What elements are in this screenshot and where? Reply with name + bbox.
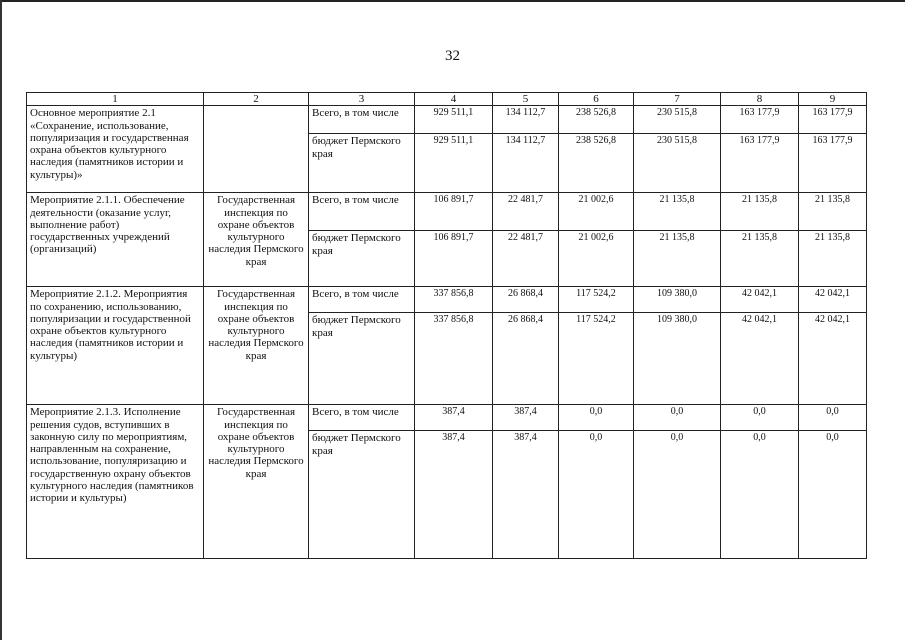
value-cell: 0,0 bbox=[559, 405, 634, 431]
funding-source: Всего, в том числе bbox=[309, 405, 415, 431]
value-cell: 238 526,8 bbox=[559, 106, 634, 134]
value-cell: 163 177,9 bbox=[721, 134, 799, 193]
value-cell: 42 042,1 bbox=[721, 287, 799, 313]
value-cell: 163 177,9 bbox=[799, 134, 867, 193]
value-cell: 106 891,7 bbox=[415, 231, 493, 287]
value-cell: 337 856,8 bbox=[415, 313, 493, 405]
column-header: 3 bbox=[309, 93, 415, 106]
value-cell: 337 856,8 bbox=[415, 287, 493, 313]
column-header: 1 bbox=[27, 93, 204, 106]
column-header: 7 bbox=[634, 93, 721, 106]
value-cell: 117 524,2 bbox=[559, 287, 634, 313]
value-cell: 21 135,8 bbox=[721, 193, 799, 231]
responsible-executor bbox=[204, 106, 309, 193]
value-cell: 929 511,1 bbox=[415, 134, 493, 193]
page-number: 32 bbox=[445, 48, 460, 64]
table-row bbox=[27, 287, 867, 313]
value-cell: 0,0 bbox=[634, 405, 721, 431]
activity-name: Основное мероприятие 2.1 «Сохранение, использование, популяризация и государственная охрана объектов культурного наследия (памятников истории и культуры)» bbox=[27, 106, 204, 193]
value-cell: 230 515,8 bbox=[634, 134, 721, 193]
value-cell: 21 135,8 bbox=[799, 193, 867, 231]
value-cell: 387,4 bbox=[493, 431, 559, 559]
column-header: 6 bbox=[559, 93, 634, 106]
column-header: 2 bbox=[204, 93, 309, 106]
table-row bbox=[27, 193, 867, 231]
funding-source: бюджет Пермского края bbox=[309, 313, 415, 405]
value-cell: 109 380,0 bbox=[634, 313, 721, 405]
value-cell: 22 481,7 bbox=[493, 231, 559, 287]
budget-table bbox=[26, 92, 867, 559]
value-cell: 106 891,7 bbox=[415, 193, 493, 231]
column-header: 5 bbox=[493, 93, 559, 106]
value-cell: 929 511,1 bbox=[415, 106, 493, 134]
table-row bbox=[27, 106, 867, 134]
responsible-executor: Государственная инспекция по охране объектов культурного наследия Пермского края bbox=[204, 193, 309, 287]
column-header: 4 bbox=[415, 93, 493, 106]
column-header: 8 bbox=[721, 93, 799, 106]
funding-source: бюджет Пермского края bbox=[309, 134, 415, 193]
value-cell: 163 177,9 bbox=[799, 106, 867, 134]
value-cell: 134 112,7 bbox=[493, 106, 559, 134]
value-cell: 22 481,7 bbox=[493, 193, 559, 231]
value-cell: 21 002,6 bbox=[559, 231, 634, 287]
value-cell: 0,0 bbox=[559, 431, 634, 559]
scan-edge-top bbox=[0, 0, 905, 2]
value-cell: 21 135,8 bbox=[799, 231, 867, 287]
value-cell: 21 135,8 bbox=[634, 231, 721, 287]
value-cell: 42 042,1 bbox=[799, 287, 867, 313]
funding-source: Всего, в том числе bbox=[309, 106, 415, 134]
value-cell: 230 515,8 bbox=[634, 106, 721, 134]
value-cell: 117 524,2 bbox=[559, 313, 634, 405]
value-cell: 0,0 bbox=[721, 431, 799, 559]
value-cell: 109 380,0 bbox=[634, 287, 721, 313]
value-cell: 42 042,1 bbox=[721, 313, 799, 405]
value-cell: 0,0 bbox=[799, 405, 867, 431]
funding-source: Всего, в том числе bbox=[309, 287, 415, 313]
value-cell: 134 112,7 bbox=[493, 134, 559, 193]
funding-source: бюджет Пермского края bbox=[309, 431, 415, 559]
value-cell: 26 868,4 bbox=[493, 287, 559, 313]
funding-source: бюджет Пермского края bbox=[309, 231, 415, 287]
activity-name: Мероприятие 2.1.3. Исполнение решения судов, вступивших в законную силу по мероприятиям, направленным на сохранение, использование, популяризацию и государственную охрану объектов культурного наследия (памятников истории и культуры) bbox=[27, 405, 204, 559]
scan-edge-left bbox=[0, 0, 2, 640]
responsible-executor: Государственная инспекция по охране объектов культурного наследия Пермского края bbox=[204, 287, 309, 405]
activity-name: Мероприятие 2.1.1. Обеспечение деятельности (оказание услуг, выполнение работ) государственных учреждений (организаций) bbox=[27, 193, 204, 287]
funding-source: Всего, в том числе bbox=[309, 193, 415, 231]
header-row bbox=[27, 93, 867, 106]
value-cell: 21 135,8 bbox=[634, 193, 721, 231]
value-cell: 0,0 bbox=[721, 405, 799, 431]
value-cell: 163 177,9 bbox=[721, 106, 799, 134]
value-cell: 0,0 bbox=[799, 431, 867, 559]
value-cell: 26 868,4 bbox=[493, 313, 559, 405]
value-cell: 387,4 bbox=[493, 405, 559, 431]
value-cell: 387,4 bbox=[415, 405, 493, 431]
value-cell: 42 042,1 bbox=[799, 313, 867, 405]
value-cell: 0,0 bbox=[634, 431, 721, 559]
value-cell: 21 135,8 bbox=[721, 231, 799, 287]
responsible-executor: Государственная инспекция по охране объектов культурного наследия Пермского края bbox=[204, 405, 309, 559]
activity-name: Мероприятие 2.1.2. Мероприятия по сохранению, использованию, популяризации и государственной охране объектов культурного наследия (памятников истории и культуры) bbox=[27, 287, 204, 405]
table-row bbox=[27, 405, 867, 431]
value-cell: 387,4 bbox=[415, 431, 493, 559]
value-cell: 21 002,6 bbox=[559, 193, 634, 231]
value-cell: 238 526,8 bbox=[559, 134, 634, 193]
column-header: 9 bbox=[799, 93, 867, 106]
